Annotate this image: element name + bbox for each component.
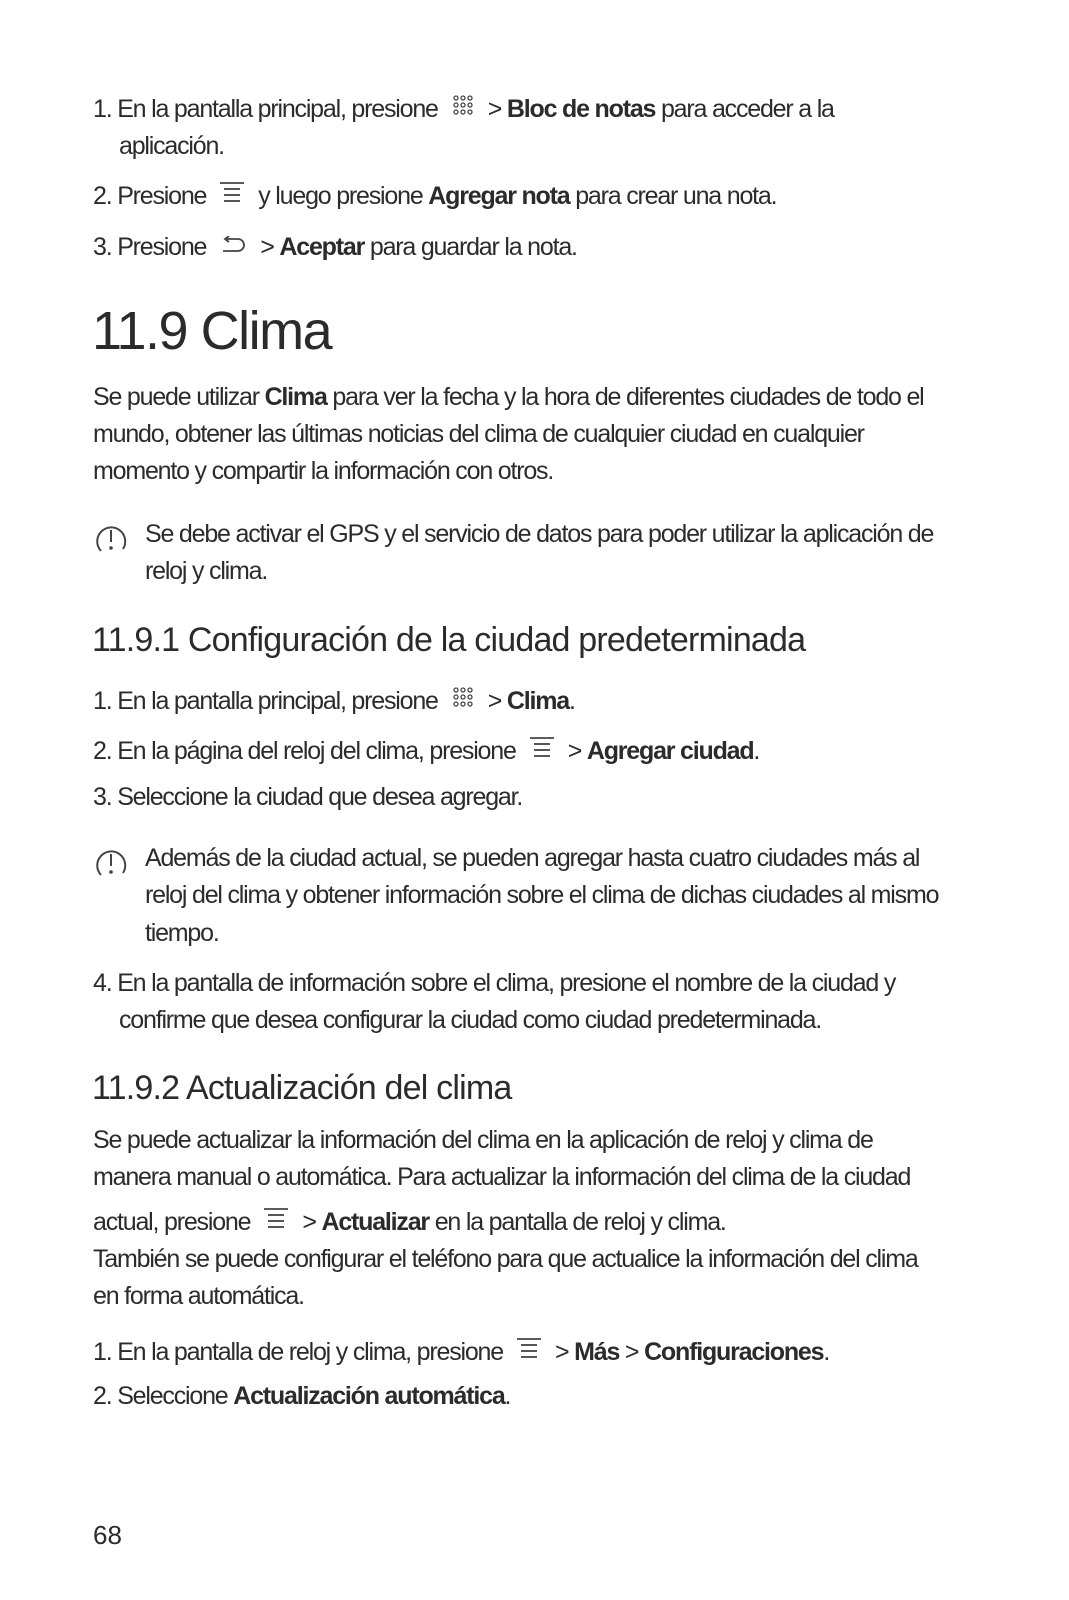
intro-line-3: momento y compartir la información con otros. [93,457,554,485]
sub2-step-2 [93,1381,510,1411]
step-text: . [504,1382,511,1410]
warning-icon [93,521,129,562]
sub2-para-line-1: Se puede actualizar la información del clima en la aplicación de reloj y clima de [93,1126,873,1154]
sub2-step-1 [93,1337,829,1368]
sub2-para-line-3 [93,1207,726,1238]
step-bold: Bloc de notas [506,95,656,123]
step-bold: Más [574,1338,620,1366]
step-text: 1. En la pantalla principal, presione [93,95,438,123]
step-text: 1. En la pantalla de reloj y clima, presione [93,1338,503,1366]
step-text: para acceder a la [655,95,834,123]
step-text: > [567,737,587,765]
sub2-para-line-4: También se puede configurar el teléfono para que actualice la información del clima [93,1245,918,1273]
step-2-notes [93,181,776,212]
menu-icon [264,1206,288,1236]
sub1-step-2 [93,736,759,767]
note-2-line-2: reloj del clima y obtener información sobre el clima de dichas ciudades al mismo [145,881,939,909]
step-bold: Configuraciones [644,1338,824,1366]
sub1-step-1 [93,686,575,717]
section-title: 11.9 Clima [92,301,332,361]
note-2-line-1: Además de la ciudad actual, se pueden agregar hasta cuatro ciudades más al [145,844,920,872]
body-text: actual, presione [93,1208,251,1236]
step-3-notes [93,232,577,263]
menu-icon [530,735,554,765]
subsection-title-1: 11.9.1 Configuración de la ciudad predeterminada [92,621,806,659]
apps-grid-icon [452,685,474,715]
note-1-line-1: Se debe activar el GPS y el servicio de datos para poder utilizar la aplicación de [145,520,934,548]
body-text: > [302,1208,322,1236]
step-text: > [487,687,507,715]
step-1-notes [93,94,834,125]
step-1-notes-cont: aplicación. [119,132,224,160]
step-text: para crear una nota. [569,182,777,210]
sub1-step-4-cont: confirme que desea configurar la ciudad como ciudad predeterminada. [119,1006,822,1034]
step-bold: Agregar nota [428,182,570,210]
warning-icon [93,845,129,886]
step-bold: Agregar ciudad [586,737,754,765]
back-icon [220,231,246,261]
note-2-line-3: tiempo. [145,919,219,947]
intro-line-1 [93,382,924,412]
step-text: . [823,1338,830,1366]
body-bold: Clima [264,383,327,411]
step-text: y luego presione [258,182,429,210]
step-text: 2. Presione [93,182,207,210]
body-text: para ver la fecha y la hora de diferentes ciudades de todo el [326,383,924,411]
sub2-para-line-2: manera manual o automática. Para actualizar la información del clima de la ciudad [93,1163,911,1191]
step-bold: Actualización automática [233,1382,505,1410]
intro-line-2: mundo, obtener las últimas noticias del clima de cualquier ciudad en cualquier [93,420,864,448]
apps-grid-icon [452,93,474,123]
body-text: Se puede utilizar [93,383,265,411]
sub2-para-line-5: en forma automática. [93,1282,304,1310]
body-bold: Actualizar [321,1208,429,1236]
step-text: > [487,95,507,123]
page-number: 68 [93,1520,122,1550]
note-1-line-2: reloj y clima. [145,557,268,585]
step-text: . [569,687,575,715]
step-text: > [619,1338,645,1366]
step-text: 2. Seleccione [93,1382,234,1410]
menu-icon [517,1336,541,1366]
sub1-step-4: 4. En la pantalla de información sobre el clima, presione el nombre de la ciudad y [93,969,896,997]
step-text: 1. En la pantalla principal, presione [93,687,438,715]
subsection-title-2: 11.9.2 Actualización del clima [92,1069,512,1107]
step-text: 3. Presione [93,233,207,261]
step-text: > [554,1338,575,1366]
step-text: 2. En la página del reloj del clima, presione [93,737,516,765]
body-text: en la pantalla de reloj y clima. [428,1208,726,1236]
step-text: para guardar la nota. [364,233,577,261]
step-bold: Clima [506,687,569,715]
sub1-step-3: 3. Seleccione la ciudad que desea agregar. [93,783,523,811]
step-bold: Aceptar [279,233,365,261]
step-text: > [260,233,280,261]
step-text: . [753,737,760,765]
menu-icon [220,180,244,210]
